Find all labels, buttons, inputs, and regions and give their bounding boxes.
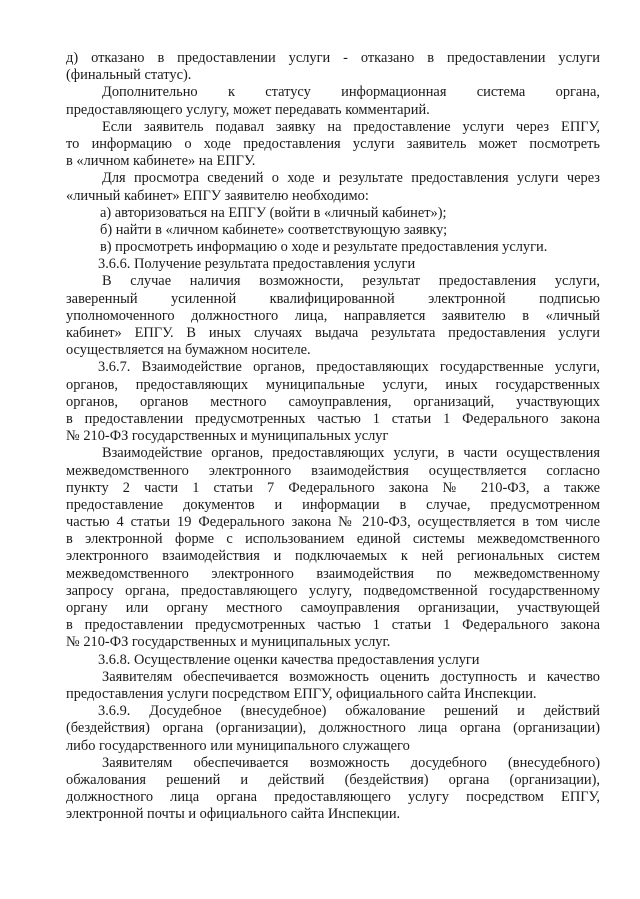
text-line: Заявителям обеспечивается возможность оценить доступность и качество <box>102 668 600 685</box>
section-heading: 3.6.6. Получение результата предоставления услуги <box>98 256 416 273</box>
text-line: запросу органа, предоставляющего услугу, подведомственной государственному <box>66 582 600 599</box>
text-line: № 210-ФЗ государственных и муниципальных услуг. <box>66 634 391 651</box>
text-line: органов, органов местного самоуправления, организаций, участвующих <box>66 393 600 410</box>
text-line: осуществляется на бумажном носителе. <box>66 342 311 359</box>
text-line: (финальный статус). <box>66 67 192 84</box>
text-line: в «личном кабинете» на ЕПГУ. <box>66 153 256 170</box>
section-heading: 3.6.8. Осуществление оценки качества предоставления услуги <box>98 651 480 668</box>
text-line: частью 4 статьи 19 Федерального закона № 210-ФЗ, осуществляется в том числе <box>66 514 600 531</box>
text-line: предоставление документов и информации в случае, предусмотренном <box>66 496 600 513</box>
document-page <box>66 50 600 823</box>
text-line: «личный кабинет» ЕПГУ заявителю необходимо: <box>66 187 369 204</box>
section-heading: 3.6.9. Досудебное (внесудебное) обжалование решений и действий <box>98 703 600 720</box>
text-line: Заявителям обеспечивается возможность досудебного (внесудебного) <box>102 754 600 771</box>
text-line: В случае наличия возможности, результат предоставления услуги, <box>102 273 600 290</box>
text-line: предоставления услуги посредством ЕПГУ, официального сайта Инспекции. <box>66 685 537 702</box>
list-item: б) найти в «личном кабинете» соответствующую заявку; <box>100 221 448 238</box>
text-line: в электронной форме с использованием единой системы межведомственного <box>66 531 600 548</box>
text-line: межведомственного электронного взаимодействия осуществляется согласно <box>66 462 600 479</box>
text-line: должностного лица органа предоставляющего услугу посредством ЕПГУ, <box>66 789 600 806</box>
list-item: а) авторизоваться на ЕПГУ (войти в «личный кабинет»); <box>100 204 447 221</box>
text-line: Если заявитель подавал заявку на предоставление услуги через ЕПГУ, <box>102 118 600 135</box>
text-line: (бездействия) органа (организации), должностного лица органа (организации) <box>66 720 600 737</box>
text-line: № 210-ФЗ государственных и муниципальных услуг <box>66 428 389 445</box>
text-line: то информацию о ходе предоставления услуги заявитель может посмотреть <box>66 135 600 152</box>
text-line: электронного взаимодействия и подключаемых к ней региональных систем <box>66 548 600 565</box>
text-line: электронной почты и официального сайта Инспекции. <box>66 806 401 823</box>
text-line: обжалования решений и действий (бездействия) органа (организации), <box>66 771 600 788</box>
list-item: в) просмотреть информацию о ходе и результате предоставления услуги. <box>100 239 548 256</box>
text-line: Дополнительно к статусу информационная система органа, <box>102 84 600 101</box>
text-line: Для просмотра сведений о ходе и результате предоставления услуги через <box>102 170 600 187</box>
text-line: органов, предоставляющих муниципальные услуги, иных государственных <box>66 376 600 393</box>
text-line: межведомственного электронного взаимодействия по межведомственному <box>66 565 600 582</box>
text-line: уполномоченного должностного лица, направляется заявителю в «личный <box>66 307 600 324</box>
text-line: д) отказано в предоставлении услуги - отказано в предоставлении услуги <box>66 50 600 66</box>
text-line: кабинет» ЕПГУ. В иных случаях выдача результата предоставления услуги <box>66 325 600 341</box>
text-line: в предоставлении предусмотренных частью 1 статьи 1 Федерального закона <box>66 617 600 634</box>
text-line: заверенный усиленной квалифицированной электронной подписью <box>66 290 600 307</box>
section-heading: 3.6.7. Взаимодействие органов, предоставляющих государственные услуги, <box>98 359 600 376</box>
text-line: либо государственного или муниципального служащего <box>66 737 410 754</box>
text-line: пункту 2 части 1 статьи 7 Федерального закона № 210-ФЗ, а также <box>66 479 600 496</box>
text-line: предоставляющего услугу, может передавать комментарий. <box>66 101 430 118</box>
text-line: Взаимодействие органов, предоставляющих услуги, в части осуществления <box>102 445 600 462</box>
text-line: в предоставлении предусмотренных частью 1 статьи 1 Федерального закона <box>66 410 600 427</box>
text-line: органу или органу местного самоуправления организации, участвующей <box>66 600 600 616</box>
